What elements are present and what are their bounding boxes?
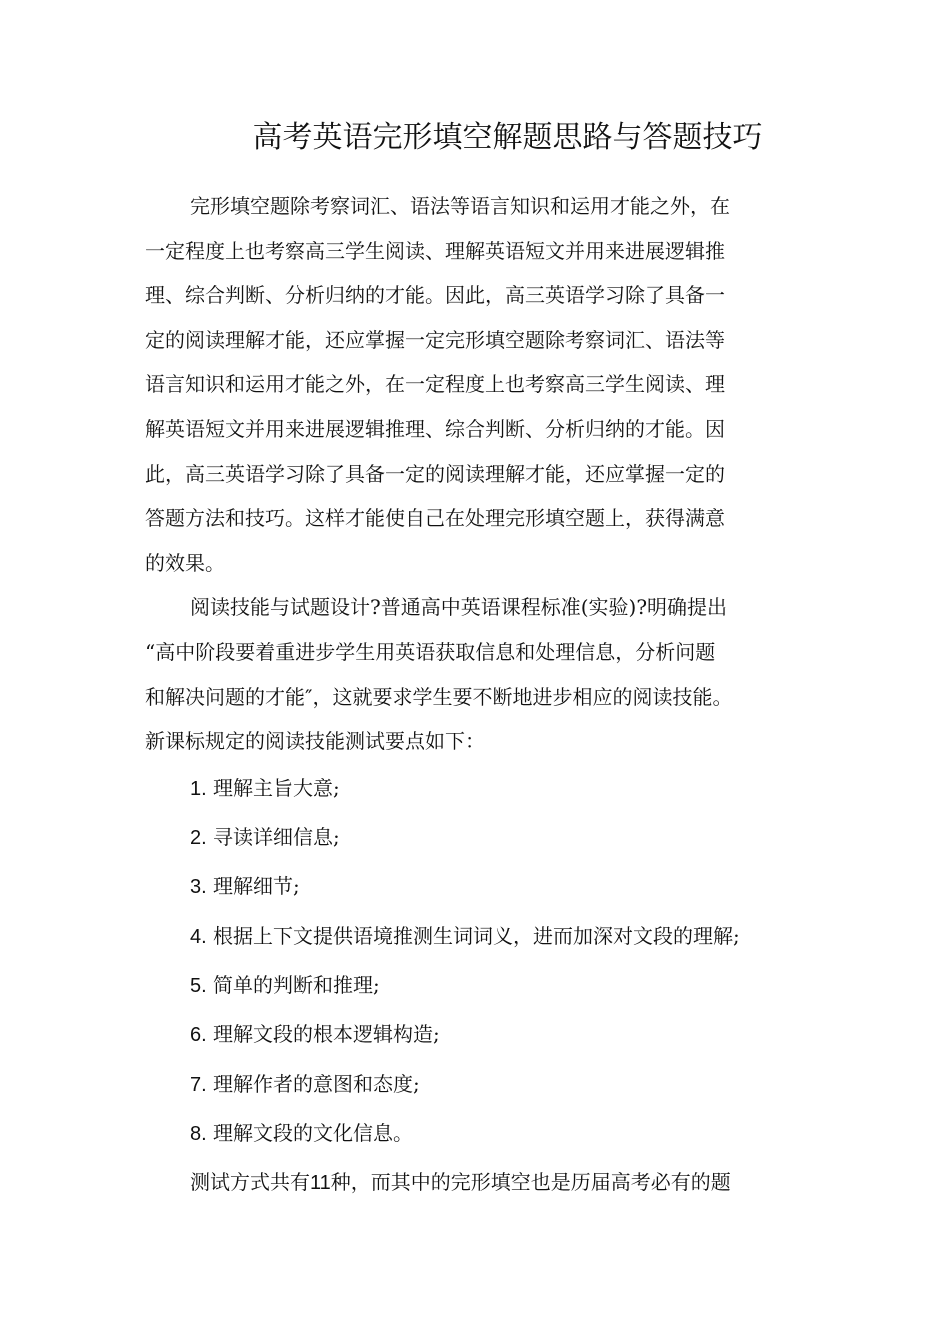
list-item-text: 理解作者的意图和态度; bbox=[213, 1071, 420, 1096]
paragraph-2 bbox=[145, 585, 810, 763]
paragraph-line: 完形填空题除考察词汇、语法等语言知识和运用才能之外，在 bbox=[190, 194, 730, 218]
list-item-number: 3. bbox=[190, 876, 207, 899]
paragraph-line: 此，高三英语学习除了具备一定的阅读理解才能，还应掌握一定的 bbox=[145, 461, 725, 486]
document-body bbox=[145, 184, 810, 1208]
list-item bbox=[145, 862, 810, 911]
paragraph-line: 语言知识和运用才能之外，在一定程度上也考察高三学生阅读、理 bbox=[145, 372, 725, 397]
list-item-text: 理解文段的文化信息。 bbox=[213, 1120, 414, 1145]
list-item-number: 2. bbox=[190, 827, 207, 850]
list-item bbox=[145, 1010, 810, 1059]
paragraph-line: 阅读技能与试题设计?普通高中英语课程标准(实验)?明确提出 bbox=[190, 595, 728, 620]
paragraph-line: 一定程度上也考察高三学生阅读、理解英语短文并用来进展逻辑推 bbox=[145, 238, 725, 263]
list-item-number: 7. bbox=[190, 1073, 207, 1096]
text-segment: 种，而其中的完形填空也是历届高考必有的题 bbox=[330, 1170, 731, 1195]
list-item-number: 6. bbox=[190, 1024, 207, 1047]
paragraph-line: 新课标规定的阅读技能测试要点如下： bbox=[145, 729, 485, 754]
list-item-number: 1. bbox=[190, 777, 207, 800]
list-item-text: 寻读详细信息; bbox=[213, 825, 340, 850]
list-item-number: 4. bbox=[190, 925, 207, 948]
count-number: 11 bbox=[310, 1172, 331, 1195]
list-item bbox=[145, 1109, 810, 1158]
paragraph-line: 解英语短文并用来进展逻辑推理、综合判断、分析归纳的才能。因 bbox=[145, 416, 725, 441]
list-item bbox=[145, 764, 810, 813]
list-item bbox=[145, 961, 810, 1010]
paragraph-line: 理、综合判断、分析归纳的才能。因此，高三英语学习除了具备一 bbox=[145, 283, 725, 308]
reading-skills-list bbox=[145, 764, 810, 1158]
list-item-text: 根据上下文提供语境推测生词词义，进而加深对文段的理解; bbox=[213, 923, 740, 948]
list-item bbox=[145, 912, 810, 961]
paragraph-1 bbox=[145, 184, 810, 585]
list-item-text: 理解主旨大意; bbox=[213, 775, 340, 800]
text-segment: 测试方式共有 bbox=[190, 1170, 310, 1195]
list-item bbox=[145, 813, 810, 862]
list-item-text: 简单的判断和推理; bbox=[213, 972, 380, 997]
list-item bbox=[145, 1060, 810, 1109]
paragraph-3-line bbox=[145, 1158, 810, 1208]
paragraph-line: 和解决问题的才能″，这就要求学生要不断地进步相应的阅读技能。 bbox=[145, 684, 733, 709]
paragraph-line: “高中阶段要着重进步学生用英语获取信息和处理信息，分析问题 bbox=[145, 639, 716, 664]
paragraph-line: 定的阅读理解才能，还应掌握一定完形填空题除考察词汇、语法等 bbox=[145, 327, 725, 352]
list-item-number: 5. bbox=[190, 974, 207, 997]
paragraph-line: 的效果。 bbox=[145, 550, 225, 575]
list-item-number: 8. bbox=[190, 1122, 207, 1145]
list-item-text: 理解文段的根本逻辑构造; bbox=[213, 1022, 440, 1047]
paragraph-line: 答题方法和技巧。这样才能使自己在处理完形填空题上，获得满意 bbox=[145, 506, 725, 531]
document-title: 高考英语完形填空解题思路与答题技巧 bbox=[252, 120, 763, 155]
list-item-text: 理解细节; bbox=[213, 874, 300, 899]
